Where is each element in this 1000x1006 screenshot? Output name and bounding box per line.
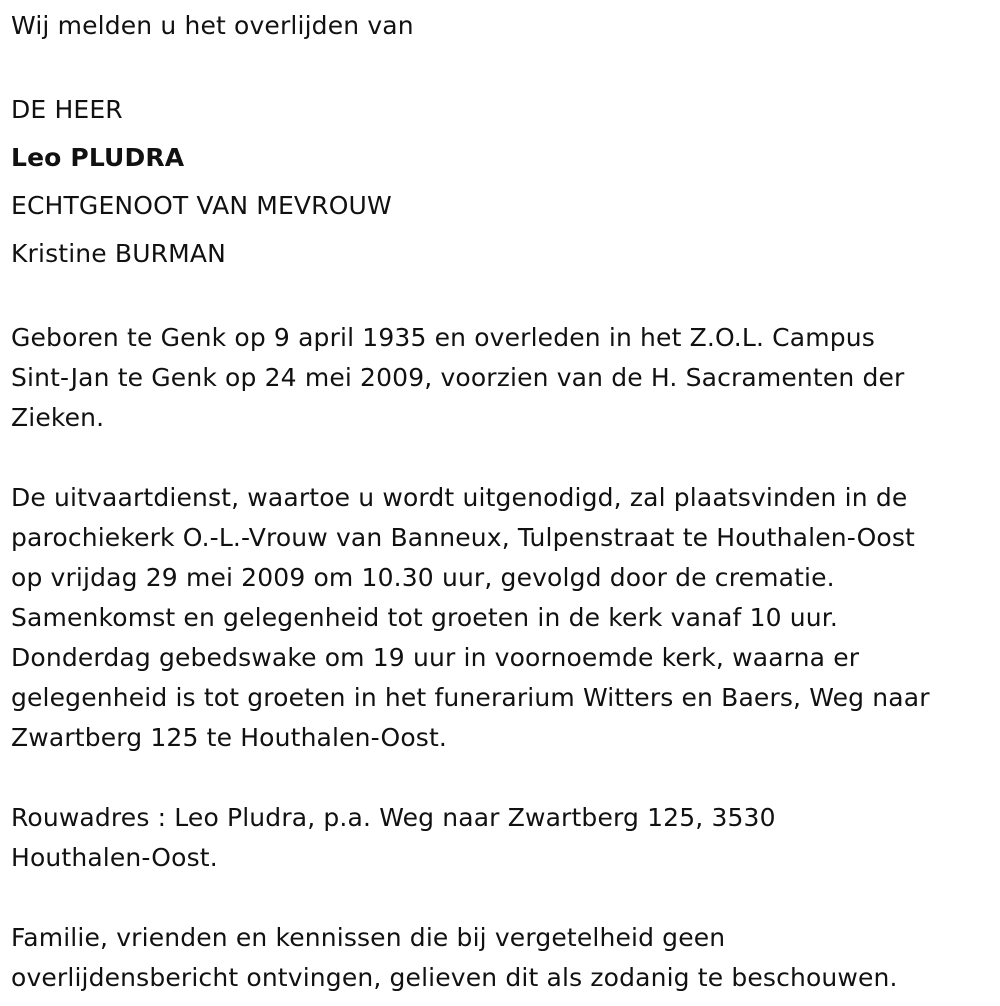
birth-death-paragraph <box>11 318 996 438</box>
spouse-name: Kristine BURMAN <box>11 239 227 268</box>
closing-paragraph <box>11 918 996 998</box>
spacer <box>11 46 996 86</box>
deceased-title: DE HEER <box>11 95 123 124</box>
paragraph-line: Houthalen-Oost. <box>11 843 218 872</box>
obituary-notice <box>11 6 996 998</box>
spacer <box>11 878 996 918</box>
deceased-block <box>11 86 996 278</box>
paragraph-line: De uitvaartdienst, waartoe u wordt uitgenodigd, zal plaatsvinden in de <box>11 483 908 512</box>
paragraph-line: Rouwadres : Leo Pludra, p.a. Weg naar Zwartberg 125, 3530 <box>11 803 776 832</box>
paragraph-line: Familie, vrienden en kennissen die bij vergetelheid geen <box>11 923 726 952</box>
paragraph-line: Donderdag gebedswake om 19 uur in voornoemde kerk, waarna er <box>11 643 860 672</box>
paragraph-line: op vrijdag 29 mei 2009 om 10.30 uur, gevolgd door de crematie. <box>11 563 835 592</box>
intro-text: Wij melden u het overlijden van <box>11 11 414 40</box>
paragraph-line: Zwartberg 125 te Houthalen-Oost. <box>11 723 448 752</box>
spacer <box>11 758 996 798</box>
deceased-name: Leo PLUDRA <box>11 143 185 172</box>
spacer <box>11 438 996 478</box>
paragraph-line: Geboren te Genk op 9 april 1935 en overleden in het Z.O.L. Campus <box>11 323 875 352</box>
paragraph-line: parochiekerk O.-L.-Vrouw van Banneux, Tulpenstraat te Houthalen-Oost <box>11 523 915 552</box>
paragraph-line: Samenkomst en gelegenheid tot groeten in de kerk vanaf 10 uur. <box>11 603 839 632</box>
address-paragraph <box>11 798 996 878</box>
paragraph-line: gelegenheid is tot groeten in het funerarium Witters en Baers, Weg naar <box>11 683 930 712</box>
spacer <box>11 278 996 318</box>
paragraph-line: overlijdensbericht ontvingen, gelieven dit als zodanig te beschouwen. <box>11 963 898 992</box>
relation-label: ECHTGENOOT VAN MEVROUW <box>11 191 392 220</box>
paragraph-line: Sint-Jan te Genk op 24 mei 2009, voorzien van de H. Sacramenten der <box>11 363 905 392</box>
funeral-paragraph <box>11 478 996 758</box>
paragraph-line: Zieken. <box>11 403 105 432</box>
